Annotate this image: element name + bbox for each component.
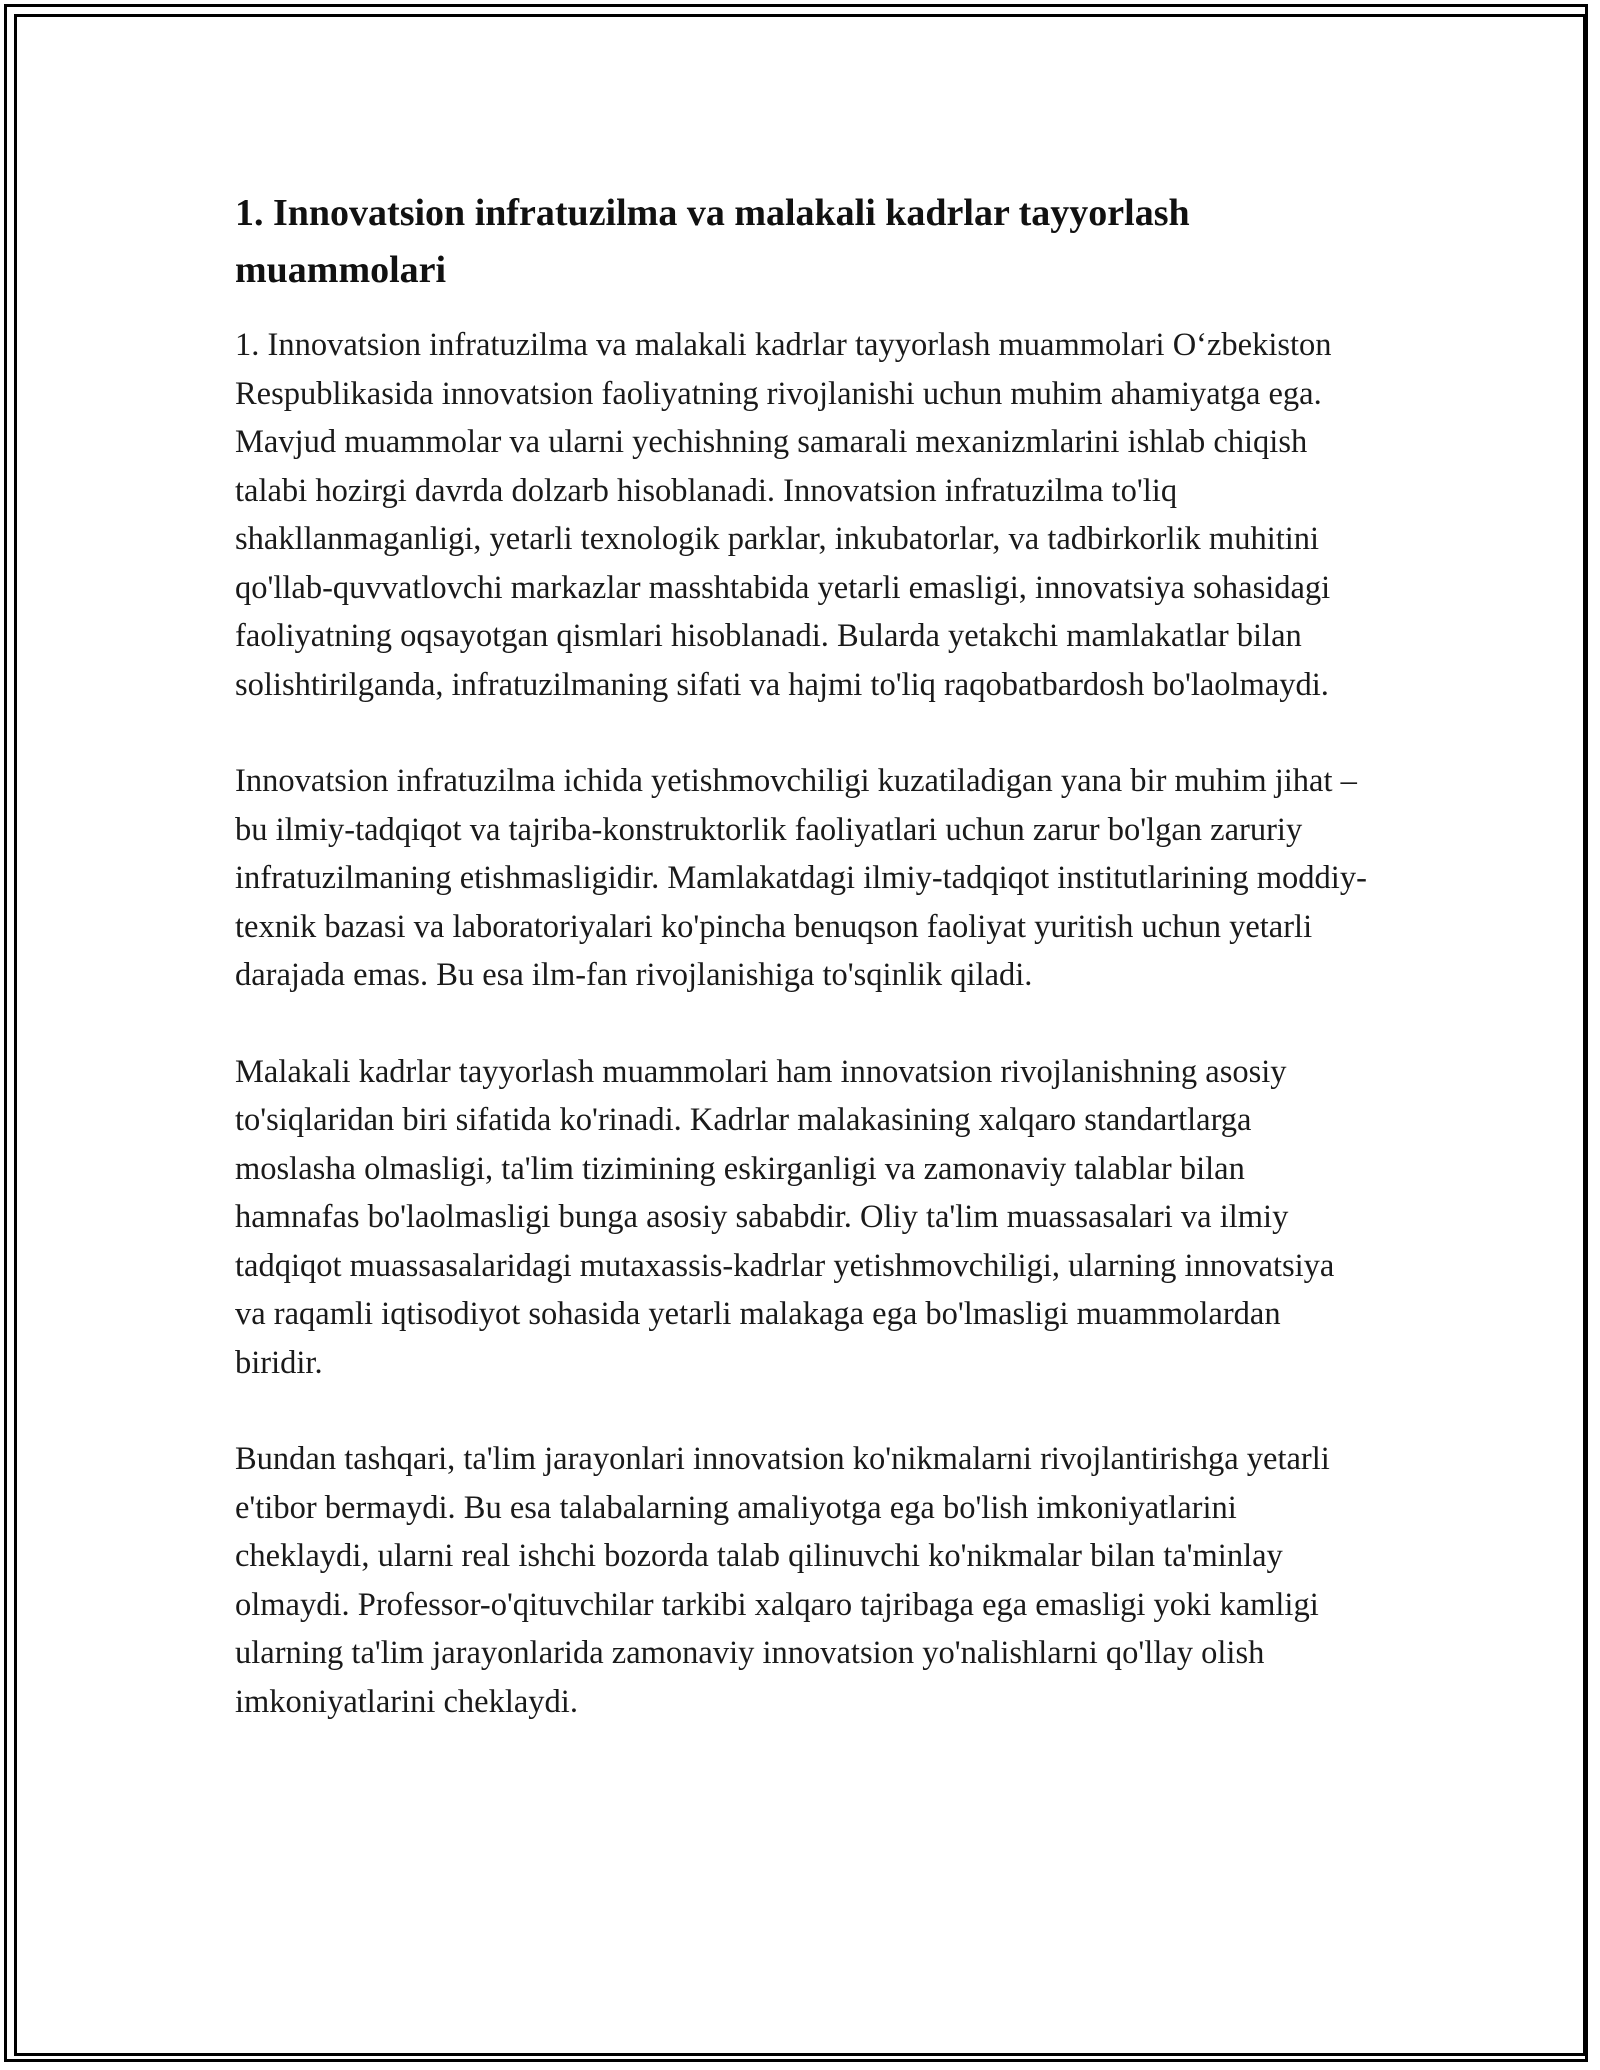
document-title: 1. Innovatsion infratuzilma va malakali kadrlar tayyorlash muammolari	[235, 192, 1190, 291]
document-body	[235, 185, 1370, 1774]
paragraph-3: Malakali kadrlar tayyorlash muammolari ham innovatsion rivojlanishning asosiy to'siqlaridan biri sifatida ko'rinadi. Kadrlar malakasining xalqaro standartlarga moslasha olmasligi, ta'lim tizimining eskirganligi va zamonaviy talablar bilan hamnafas bo'laolmasligi bunga asosiy sababdir. Oliy ta'lim muassasalari va ilmiy tadqiqot muassasalaridagi mutaxassis-kadrlar yetishmovchiligi, ularning innovatsiya va raqamli iqtisodiyot sohasida yetarli malakaga ega bo'lmasligi muammolardan biridir.	[235, 1053, 1335, 1381]
paragraph-2: Innovatsion infratuzilma ichida yetishmovchiligi kuzatiladigan yana bir muhim jihat – bu ilmiy-tadqiqot va tajriba-konstruktorlik faoliyatlari uchun zarur bo'lgan zaruriy infratuzilmaning etishmasligidir. Mamlakatdagi ilmiy-tadqiqot institutlarining moddiy-texnik bazasi va laboratoriyalari ko'pincha benuqson faoliyat yuritish uchun yetarli darajada emas. Bu esa ilm-fan rivojlanishiga to'sqinlik qiladi.	[235, 763, 1367, 993]
paragraph-4: Bundan tashqari, ta'lim jarayonlari innovatsion ko'nikmalarni rivojlantirishga yetarli e'tibor bermaydi. Bu esa talabalarning amaliyotga ega bo'lish imkoniyatlarini cheklaydi, ularni real ishchi bozorda talab qilinuvchi ko'nikmalar bilan ta'minlay olmaydi. Professor-o'qituvchilar tarkibi xalqaro tajribaga ega emasligi yoki kamligi ularning ta'lim jarayonlarida zamonaviy innovatsion yo'nalishlarni qo'llay olish imkoniyatlarini cheklaydi.	[235, 1441, 1330, 1720]
paragraph-1: 1. Innovatsion infratuzilma va malakali kadrlar tayyorlash muammolari O‘zbekiston Respublikasida innovatsion faoliyatning rivojlanishi uchun muhim ahamiyatga ega. Mavjud muammolar va ularni yechishning samarali mexanizmlarini ishlab chiqish talabi hozirgi davrda dolzarb hisoblanadi. Innovatsion infratuzilma to'liq shakllanmaganligi, yetarli texnologik parklar, inkubatorlar, va tadbirkorlik muhitini qo'llab-quvvatlovchi markazlar masshtabida yetarli emasligi, innovatsiya sohasidagi faoliyatning oqsayotgan qismlari hisoblanadi. Bularda yetakchi mamlakatlar bilan solishtirilganda, infratuzilmaning sifati va hajmi to'liq raqobatbardosh bo'laolmaydi.	[235, 327, 1332, 703]
